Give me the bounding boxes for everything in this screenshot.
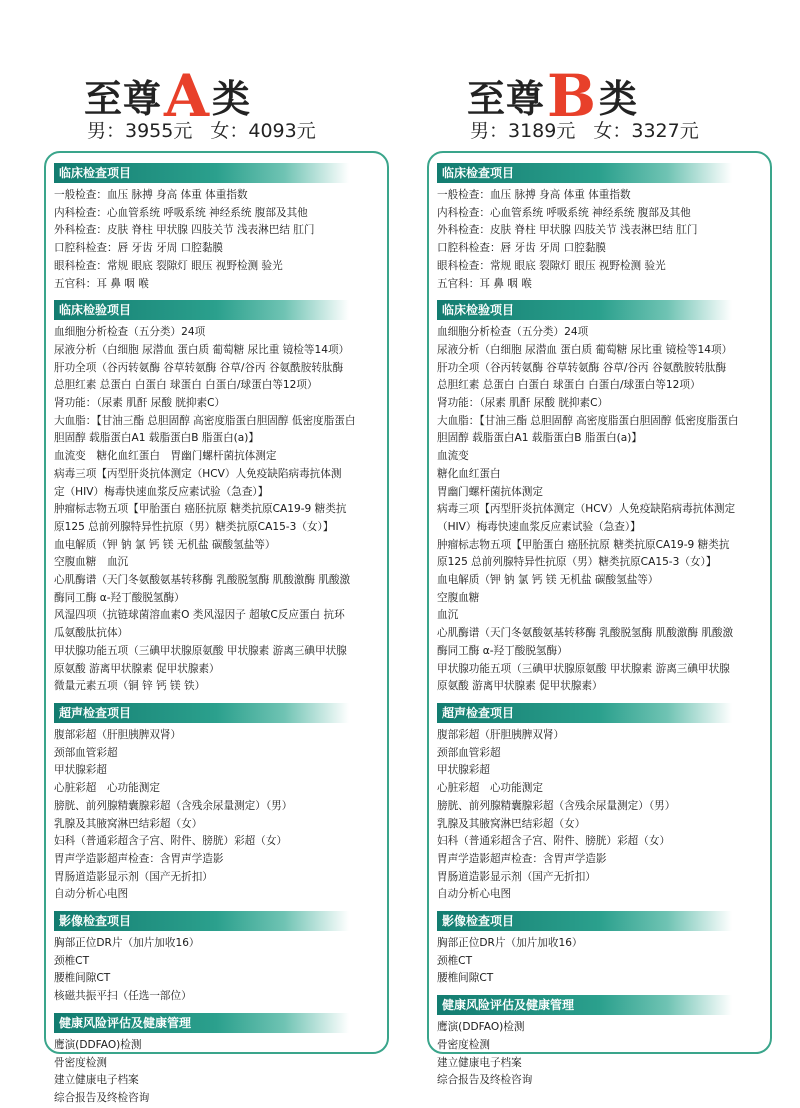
item-line: 自动分析心电图 xyxy=(437,888,512,901)
item-line: 空腹血糖 血沉 xyxy=(54,556,129,569)
item-line: 甲状腺功能五项（三碘甲状腺原氨酸 甲状腺素 游离三碘甲状腺 xyxy=(54,644,347,657)
item-line: 大血脂：【甘油三酯 总胆固醇 高密度脂蛋白胆固醇 低密度脂蛋白 xyxy=(54,414,356,427)
section xyxy=(437,300,763,696)
item-list xyxy=(54,727,380,904)
item-line: 酶同工酶 α-羟丁酸脱氢酶） xyxy=(54,591,185,604)
item-line: 原125 总前列腺特异性抗原（男）糖类抗原CA15-3（女）】 xyxy=(437,556,717,569)
grade-letter: A xyxy=(164,62,211,130)
item-line: 糖化血红蛋白 xyxy=(437,467,501,480)
section-header: 影像检查项目 xyxy=(437,911,732,931)
item-line: 内科检查：心血管系统 呼吸系统 神经系统 腹部及其他 xyxy=(54,206,308,219)
item-line: 腰椎间隙CT xyxy=(437,972,494,985)
grade-letter: B xyxy=(547,62,598,130)
item-line: 肿瘤标志物五项【甲胎蛋白 癌胚抗原 糖类抗原CA19-9 糖类抗 xyxy=(437,538,730,551)
item-list xyxy=(54,1037,380,1108)
package-card xyxy=(44,151,389,1104)
price-female: 女：3327元 xyxy=(593,120,699,142)
item-line: 一般检查：血压 脉搏 身高 体重 体重指数 xyxy=(437,189,631,201)
item-line: 胸部正位DR片（加片加收16） xyxy=(437,937,583,950)
section-header: 临床检验项目 xyxy=(437,300,732,320)
item-line: 总胆红素 总蛋白 白蛋白 球蛋白 白蛋白/球蛋白等12项） xyxy=(54,379,318,392)
section xyxy=(437,703,763,904)
item-line: 血细胞分析检查（五分类）24项 xyxy=(437,326,589,339)
item-line: 总胆红素 总蛋白 白蛋白 球蛋白 白蛋白/球蛋白等12项） xyxy=(437,379,701,392)
section xyxy=(54,1013,380,1108)
section xyxy=(437,163,763,293)
item-line: 肾功能：（尿素 肌酐 尿酸 胱抑素C） xyxy=(54,397,226,410)
item-line: 血电解质（钾 钠 氯 钙 镁 无机盐 碳酸氢盐等） xyxy=(437,574,659,587)
item-line: 肝功全项（谷丙转氨酶 谷草转氨酶 谷草/谷丙 谷氨酰胺转肽酶 xyxy=(54,361,344,374)
item-line: 外科检查：皮肤 脊柱 甲状腺 四肢关节 浅表淋巴结 肛门 xyxy=(54,224,315,237)
item-line: 腹部彩超（肝胆胰脾双肾） xyxy=(54,728,182,741)
item-line: 膀胱、前列腺精囊腺彩超（含残余尿量测定）（男） xyxy=(437,799,676,812)
item-line: 乳腺及其腋窝淋巴结彩超（女） xyxy=(54,817,203,830)
price-line xyxy=(470,116,699,143)
section-header: 影像检查项目 xyxy=(54,911,349,931)
section-header: 健康风险评估及健康管理 xyxy=(437,995,732,1015)
section-header: 超声检查项目 xyxy=(54,703,349,723)
item-line: 瓜氨酸肽抗体） xyxy=(54,627,129,640)
item-line: 尿液分析（白细胞 尿潜血 蛋白质 葡萄糖 尿比重 镜检等14项） xyxy=(54,343,350,356)
section xyxy=(54,911,380,1006)
item-line: 心肌酶谱（天门冬氨酸氨基转移酶 乳酸脱氢酶 肌酸激酶 肌酸激 xyxy=(437,627,734,640)
item-line: 妇科（普通彩超含子宫、附件、膀胱）彩超（女） xyxy=(54,835,288,848)
section xyxy=(54,300,380,696)
item-line: 肝功全项（谷丙转氨酶 谷草转氨酶 谷草/谷丙 谷氨酰胺转肽酶 xyxy=(437,361,727,374)
item-line: 定（HIV）梅毒快速血浆反应素试验（急查）】 xyxy=(54,485,269,498)
item-line: 综合报告及终检咨询 xyxy=(54,1091,150,1104)
item-list xyxy=(54,324,380,696)
item-line: （HIV）梅毒快速血浆反应素试验（急查）】 xyxy=(437,520,641,533)
item-line: 胃肠道造影显示剂（国产无折扣） xyxy=(54,870,213,883)
item-line: 胃肠道造影显示剂（国产无折扣） xyxy=(437,870,596,883)
section-header: 临床检查项目 xyxy=(437,163,732,183)
item-line: 五官科：耳 鼻 咽 喉 xyxy=(54,277,149,290)
item-line: 腰椎间隙CT xyxy=(54,972,111,985)
item-line: 口腔科检查：唇 牙齿 牙周 口腔黏膜 xyxy=(437,242,607,255)
section-header: 超声检查项目 xyxy=(437,703,732,723)
item-line: 原氨酸 游离甲状腺素 促甲状腺素） xyxy=(437,680,603,693)
item-line: 内科检查：心血管系统 呼吸系统 神经系统 腹部及其他 xyxy=(437,206,691,219)
price-line xyxy=(87,116,316,143)
item-line: 原125 总前列腺特异性抗原（男）糖类抗原CA15-3（女）】 xyxy=(54,520,334,533)
item-line: 眼科检查：常规 眼底 裂隙灯 眼压 视野检测 验光 xyxy=(54,259,283,272)
item-line: 血沉 xyxy=(437,609,459,622)
title-prefix: 至尊 xyxy=(467,77,546,121)
item-line: 胸部正位DR片（加片加收16） xyxy=(54,937,200,950)
item-line: 心脏彩超 心功能测定 xyxy=(437,782,543,795)
item-line: 核磁共振平扫（任选一部位） xyxy=(54,990,192,1003)
title-suffix: 类 xyxy=(599,77,639,121)
item-line: 病毒三项【丙型肝炎抗体测定（HCV）人免疫缺陷病毒抗体测 xyxy=(54,467,342,480)
item-line: 血电解质（钾 钠 氯 钙 镁 无机盐 碳酸氢盐等） xyxy=(54,538,276,551)
item-line: 肾功能：（尿素 肌酐 尿酸 胱抑素C） xyxy=(437,397,609,410)
item-line: 胃声学造影超声检查：含胃声学造影 xyxy=(437,852,607,865)
item-line: 口腔科检查：唇 牙齿 牙周 口腔黏膜 xyxy=(54,242,224,255)
title-suffix: 类 xyxy=(212,77,252,121)
item-line: 建立健康电子档案 xyxy=(437,1056,522,1069)
section xyxy=(437,995,763,1090)
title-prefix: 至尊 xyxy=(84,77,163,121)
item-line: 外科检查：皮肤 脊柱 甲状腺 四肢关节 浅表淋巴结 肛门 xyxy=(437,224,698,237)
item-line: 胆固醇 载脂蛋白A1 载脂蛋白B 脂蛋白(a)】 xyxy=(437,432,643,445)
item-line: 骨密度检测 xyxy=(54,1056,107,1069)
item-line: 腹部彩超（肝胆胰脾双肾） xyxy=(437,728,565,741)
item-line: 膀胱、前列腺精囊腺彩超（含残余尿量测定）（男） xyxy=(54,799,293,812)
item-list xyxy=(54,187,380,293)
price-female: 女：4093元 xyxy=(210,120,316,142)
item-line: 血细胞分析检查（五分类）24项 xyxy=(54,326,206,339)
item-line: 血流变 xyxy=(437,450,469,463)
item-line: 大血脂：【甘油三酯 总胆固醇 高密度脂蛋白胆固醇 低密度脂蛋白 xyxy=(437,414,739,427)
item-list xyxy=(437,324,763,696)
item-list xyxy=(437,727,763,904)
item-line: 建立健康电子档案 xyxy=(54,1074,139,1087)
section xyxy=(437,911,763,988)
item-line: 鹰演(DDFAO)检测 xyxy=(54,1038,142,1051)
item-line: 甲状腺功能五项（三碘甲状腺原氨酸 甲状腺素 游离三碘甲状腺 xyxy=(437,662,730,675)
item-line: 乳腺及其腋窝淋巴结彩超（女） xyxy=(437,817,586,830)
item-line: 血流变 糖化血红蛋白 胃幽门螺杆菌抗体测定 xyxy=(54,450,277,463)
item-line: 妇科（普通彩超含子宫、附件、膀胱）彩超（女） xyxy=(437,835,671,848)
item-line: 病毒三项【丙型肝炎抗体测定（HCV）人免疫缺陷病毒抗体测定 xyxy=(437,503,736,516)
item-line: 尿液分析（白细胞 尿潜血 蛋白质 葡萄糖 尿比重 镜检等14项） xyxy=(437,343,733,356)
price-male: 男：3955元 xyxy=(87,120,193,142)
item-line: 颈部血管彩超 xyxy=(54,746,118,759)
item-list xyxy=(54,935,380,1006)
item-line: 肿瘤标志物五项【甲胎蛋白 癌胚抗原 糖类抗原CA19-9 糖类抗 xyxy=(54,503,347,516)
item-line: 空腹血糖 xyxy=(437,591,480,604)
item-line: 鹰演(DDFAO)检测 xyxy=(437,1021,525,1034)
item-line: 甲状腺彩超 xyxy=(54,764,107,777)
section-header: 健康风险评估及健康管理 xyxy=(54,1013,349,1033)
item-line: 胃幽门螺杆菌抗体测定 xyxy=(437,485,543,498)
item-line: 酶同工酶 α-羟丁酸脱氢酶） xyxy=(437,644,568,657)
item-line: 胆固醇 载脂蛋白A1 载脂蛋白B 脂蛋白(a)】 xyxy=(54,432,260,445)
item-line: 颈部血管彩超 xyxy=(437,746,501,759)
item-line: 心肌酶谱（天门冬氨酸氨基转移酶 乳酸脱氢酶 肌酸激酶 肌酸激 xyxy=(54,574,351,587)
section-header: 临床检验项目 xyxy=(54,300,349,320)
item-line: 骨密度检测 xyxy=(437,1038,490,1051)
item-line: 风湿四项（抗链球菌溶血素O 类风湿因子 超敏C反应蛋白 抗环 xyxy=(54,609,345,622)
item-line: 五官科：耳 鼻 咽 喉 xyxy=(437,277,532,290)
item-line: 原氨酸 游离甲状腺素 促甲状腺素） xyxy=(54,662,220,675)
item-line: 胃声学造影超声检查：含胃声学造影 xyxy=(54,852,224,865)
item-line: 颈椎CT xyxy=(54,954,90,967)
item-list xyxy=(437,935,763,988)
item-line: 眼科检查：常规 眼底 裂隙灯 眼压 视野检测 验光 xyxy=(437,259,666,272)
item-line: 微量元素五项（铜 锌 钙 镁 铁） xyxy=(54,680,206,693)
item-line: 颈椎CT xyxy=(437,954,473,967)
price-male: 男：3189元 xyxy=(470,120,576,142)
section xyxy=(54,163,380,293)
item-line: 心脏彩超 心功能测定 xyxy=(54,782,160,795)
section xyxy=(54,703,380,904)
item-list xyxy=(437,1019,763,1090)
package-card xyxy=(427,151,772,1087)
item-line: 一般检查：血压 脉搏 身高 体重 体重指数 xyxy=(54,189,248,201)
item-line: 综合报告及终检咨询 xyxy=(437,1074,533,1087)
section-header: 临床检查项目 xyxy=(54,163,349,183)
item-list xyxy=(437,187,763,293)
item-line: 甲状腺彩超 xyxy=(437,764,490,777)
item-line: 自动分析心电图 xyxy=(54,888,129,901)
